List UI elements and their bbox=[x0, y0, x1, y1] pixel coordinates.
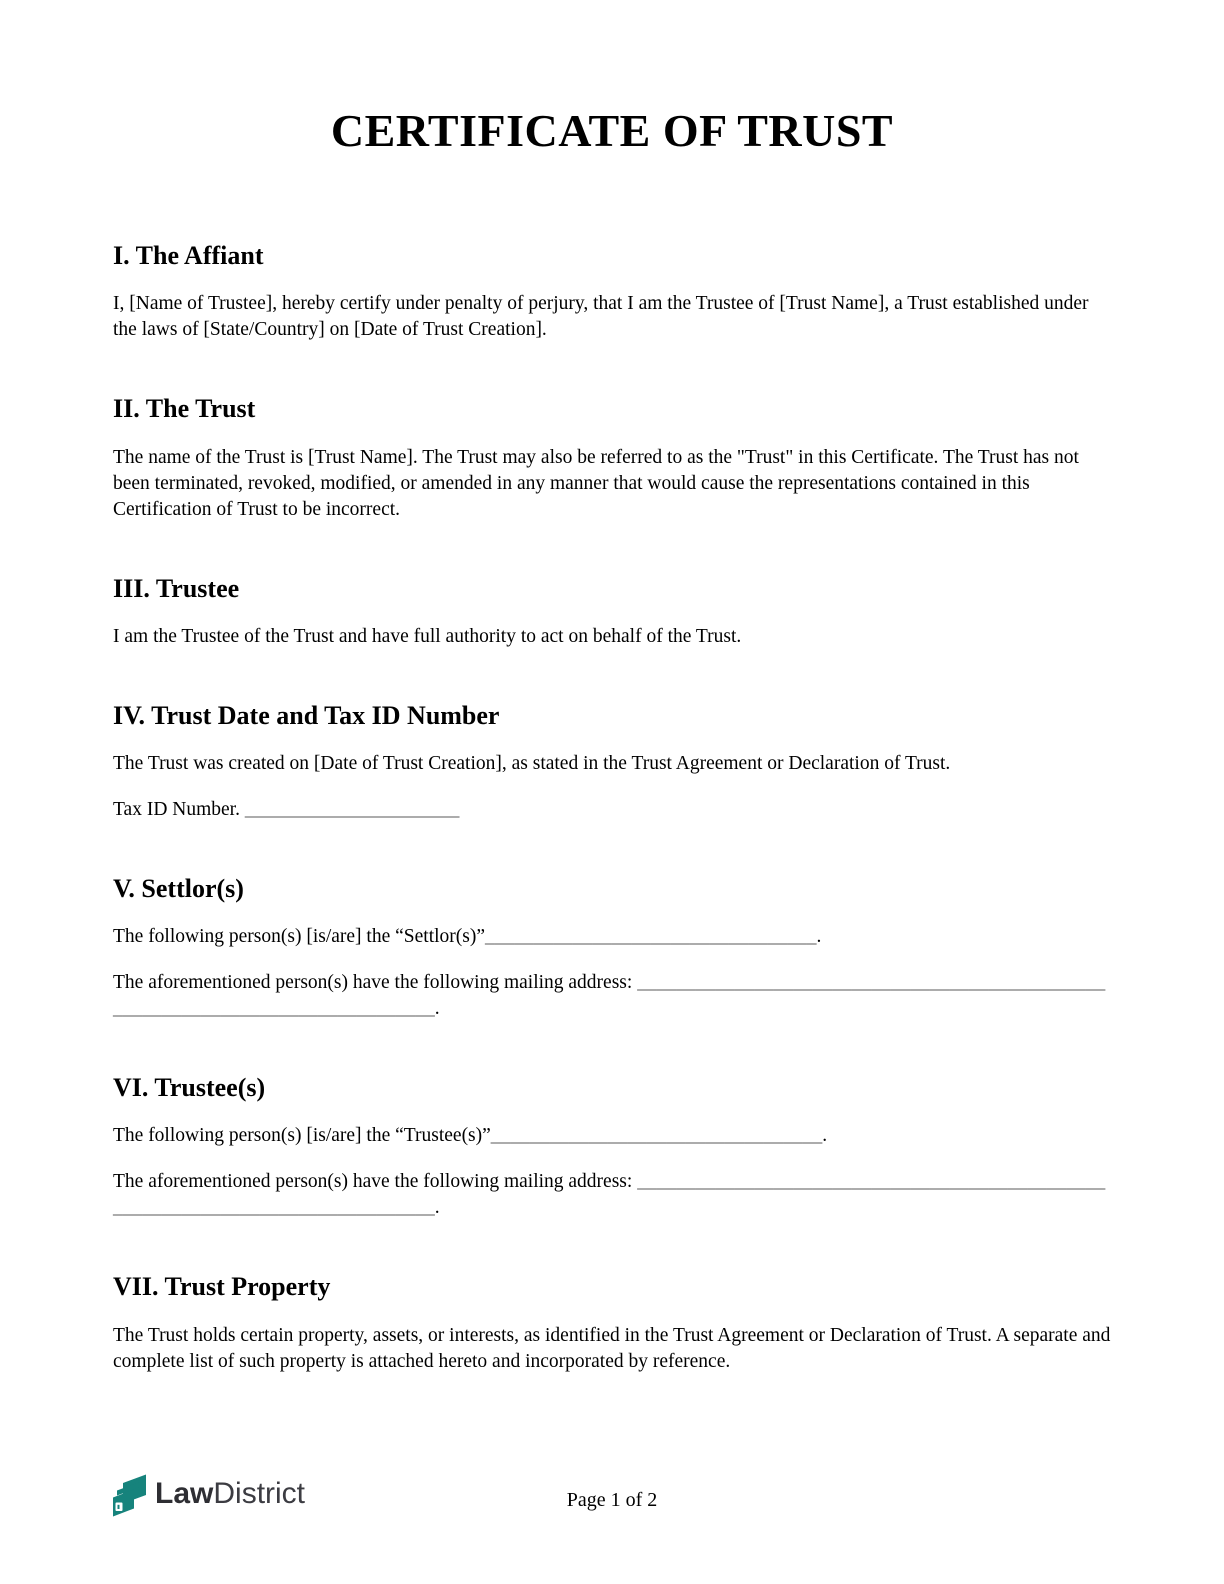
settlors-address-line bbox=[113, 970, 1111, 1022]
tax-id-line bbox=[113, 797, 1111, 823]
section-trust-property bbox=[113, 1271, 1111, 1374]
brand-district-text: District bbox=[213, 1477, 306, 1510]
section-settlors bbox=[113, 873, 1111, 1022]
trustees-name-period: . bbox=[822, 1125, 828, 1147]
trustees-address-period: . bbox=[434, 1197, 440, 1219]
the-trust-heading: II. The Trust bbox=[113, 394, 256, 424]
page-title: CERTIFICATE OF TRUST bbox=[330, 105, 894, 156]
affiant-paragraph: I, [Name of Trustee], hereby certify under penalty of perjury, that I am the Trustee of [Trust Name], a Trust established under the laws of [State/Country] on [Date of Trust Creation]. bbox=[113, 293, 1089, 341]
tax-id-blank[interactable]: ______________________ bbox=[244, 798, 460, 820]
section-trustee bbox=[113, 573, 1111, 650]
trustees-name-label: The following person(s) [is/are] the “Trustee(s)” bbox=[113, 1125, 491, 1147]
settlors-address-period: . bbox=[434, 998, 440, 1020]
section-affiant bbox=[113, 240, 1111, 343]
settlor-name-blank[interactable]: __________________________________ bbox=[485, 926, 817, 948]
brand-law-text: Law bbox=[155, 1477, 214, 1510]
section-the-trust bbox=[113, 393, 1111, 522]
settlors-name-period: . bbox=[816, 926, 822, 948]
settlors-name-label: The following person(s) [is/are] the “Settlor(s)” bbox=[113, 926, 486, 948]
trustees-heading: VI. Trustee(s) bbox=[113, 1073, 266, 1103]
trustee-name-blank[interactable]: __________________________________ bbox=[490, 1125, 823, 1147]
trust-property-paragraph: The Trust holds certain property, assets, or interests, as identified in the Trust Agreement or Declaration of Trust. A separate and complete list of such property is attached hereto and incorporated by reference. bbox=[113, 1324, 1111, 1372]
section-trustees bbox=[113, 1072, 1111, 1221]
trust-date-tax-id-heading: IV. Trust Date and Tax ID Number bbox=[113, 700, 500, 730]
trustee-paragraph: I am the Trustee of the Trust and have full authority to act on behalf of the Trust. bbox=[113, 625, 742, 647]
page-indicator: Page 1 of 2 bbox=[566, 1489, 658, 1511]
section-trust-date-tax-id bbox=[113, 700, 1111, 823]
affiant-heading: I. The Affiant bbox=[113, 241, 264, 271]
settlor-address-blank[interactable]: _________________________________________________________________________________ bbox=[113, 972, 1106, 1020]
settlors-name-line bbox=[113, 924, 1111, 950]
tax-id-label: Tax ID Number. bbox=[113, 798, 245, 820]
trust-date-paragraph: The Trust was created on [Date of Trust Creation], as stated in the Trust Agreement or Declaration of Trust. bbox=[113, 752, 951, 774]
trust-property-heading: VII. Trust Property bbox=[113, 1272, 331, 1302]
trustee-address-blank[interactable]: _________________________________________________________________________________ bbox=[113, 1171, 1106, 1219]
settlors-address-label: The aforementioned person(s) have the following mailing address: bbox=[113, 972, 638, 994]
trustee-heading: III. Trustee bbox=[113, 573, 240, 603]
trustees-address-line bbox=[113, 1169, 1111, 1221]
trustees-address-label: The aforementioned person(s) have the following mailing address: bbox=[113, 1171, 638, 1193]
the-trust-paragraph: The name of the Trust is [Trust Name]. The Trust may also be referred to as the "Trust" in this Certificate. The Trust has not been terminated, revoked, modified, or amended in any manner that would cause the representations contained in this Certification of Trust to be incorrect. bbox=[113, 446, 1079, 520]
settlors-heading: V. Settlor(s) bbox=[113, 873, 244, 903]
trustees-name-line bbox=[113, 1123, 1111, 1149]
